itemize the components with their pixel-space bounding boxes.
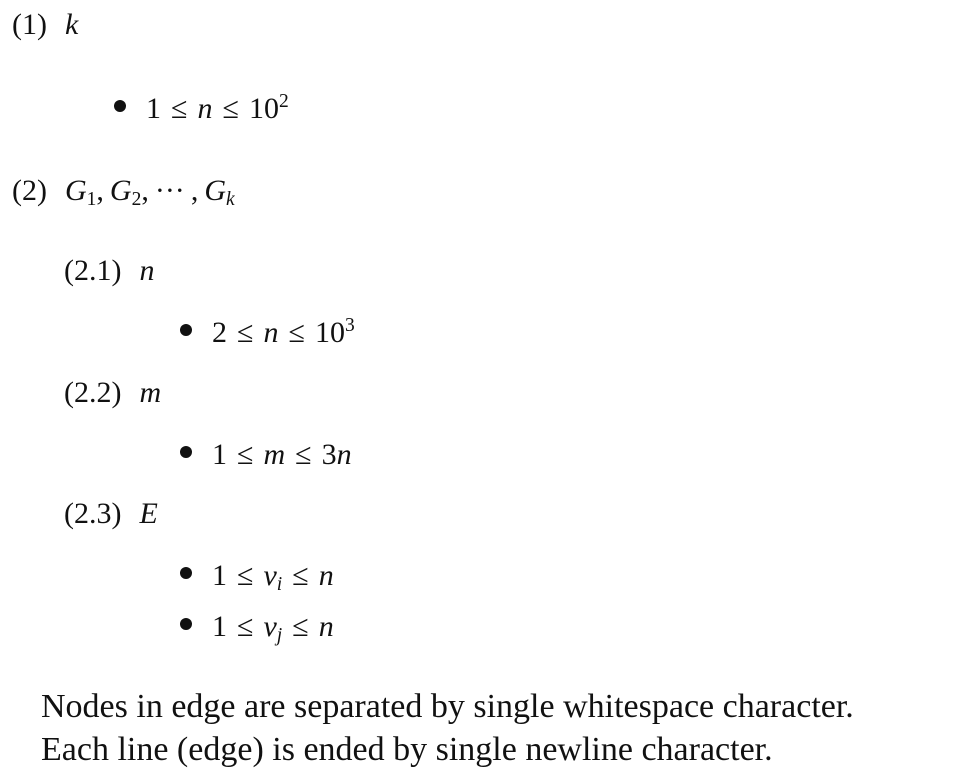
bullet-icon	[180, 446, 192, 458]
constraint-relation: ≤	[295, 438, 312, 471]
constraint-relation: ≤	[292, 610, 309, 643]
bullet-icon	[180, 324, 192, 336]
item-number: (2)	[12, 174, 47, 207]
constraint-relation: ≤	[237, 610, 254, 643]
constraint-exponent: 3	[344, 315, 355, 337]
item-number: (2.2)	[64, 376, 122, 409]
item-number: (2.3)	[64, 497, 122, 530]
constraint-bullet-2-2	[180, 440, 352, 470]
separator: ,	[190, 174, 199, 207]
constraint-right-variable: n	[318, 559, 334, 592]
constraint-expression	[212, 610, 334, 646]
graph-index: k	[225, 188, 235, 210]
constraint-variable: n	[197, 92, 213, 125]
graph-index: 2	[131, 188, 142, 210]
constraint-bullet-2-3-b	[180, 610, 334, 646]
bullet-icon	[114, 100, 126, 112]
constraint-subscript: j	[276, 624, 283, 646]
constraint-relation: ≤	[171, 92, 188, 125]
graph-index: 1	[86, 188, 97, 210]
constraint-left-value: 1	[146, 92, 161, 125]
list-item-2-3	[64, 499, 158, 529]
constraint-right-variable: n	[318, 610, 334, 643]
bullet-icon	[180, 618, 192, 630]
list-item-2-1	[64, 256, 154, 286]
item-number: (1)	[12, 8, 47, 41]
constraint-relation: ≤	[237, 438, 254, 471]
constraint-left-value: 1	[212, 559, 227, 592]
constraint-left-value: 1	[212, 438, 227, 471]
constraint-relation: ≤	[288, 316, 305, 349]
graph-symbol: G	[204, 174, 226, 207]
constraint-base: 10	[314, 316, 345, 349]
constraint-subscript: i	[276, 573, 283, 595]
graph-sequence	[64, 174, 235, 210]
item-variable: E	[139, 497, 158, 530]
constraint-relation: ≤	[222, 92, 239, 125]
constraint-expression	[212, 315, 355, 349]
constraint-variable: m	[263, 438, 286, 471]
constraint-relation: ≤	[237, 316, 254, 349]
constraint-relation: ≤	[237, 559, 254, 592]
constraint-variable: v	[263, 559, 277, 592]
constraint-coefficient: 3	[321, 438, 337, 471]
constraint-right-variable: n	[336, 438, 352, 471]
constraint-variable: v	[263, 610, 277, 643]
item-number: (2.1)	[64, 254, 122, 287]
ellipsis: ···	[154, 174, 185, 207]
constraint-base: 10	[248, 92, 279, 125]
bullet-icon	[180, 567, 192, 579]
list-item-2	[12, 174, 235, 210]
item-variable: m	[139, 376, 162, 409]
constraint-bullet-1	[114, 91, 289, 125]
constraint-left-value: 1	[212, 610, 227, 643]
list-item-2-2	[64, 378, 161, 408]
item-variable: k	[64, 8, 79, 41]
graph-symbol: G	[109, 174, 132, 207]
constraint-left-value: 2	[212, 316, 227, 349]
constraint-expression	[146, 91, 289, 125]
constraint-expression	[212, 559, 334, 595]
item-variable: n	[139, 254, 155, 287]
constraint-expression	[212, 440, 352, 470]
constraint-exponent: 2	[278, 91, 289, 113]
graph-symbol: G	[64, 174, 87, 207]
list-item-1	[12, 10, 78, 40]
constraint-bullet-2-1	[180, 315, 355, 349]
constraint-relation: ≤	[292, 559, 309, 592]
paragraph-line-1: Nodes in edge are separated by single whitespace character.	[41, 688, 854, 725]
separator: ,	[96, 174, 104, 207]
separator: ,	[141, 174, 149, 207]
constraint-bullet-2-3-a	[180, 559, 334, 595]
constraint-variable: n	[263, 316, 279, 349]
paragraph-line-2: Each line (edge) is ended by single newline character.	[41, 731, 773, 768]
